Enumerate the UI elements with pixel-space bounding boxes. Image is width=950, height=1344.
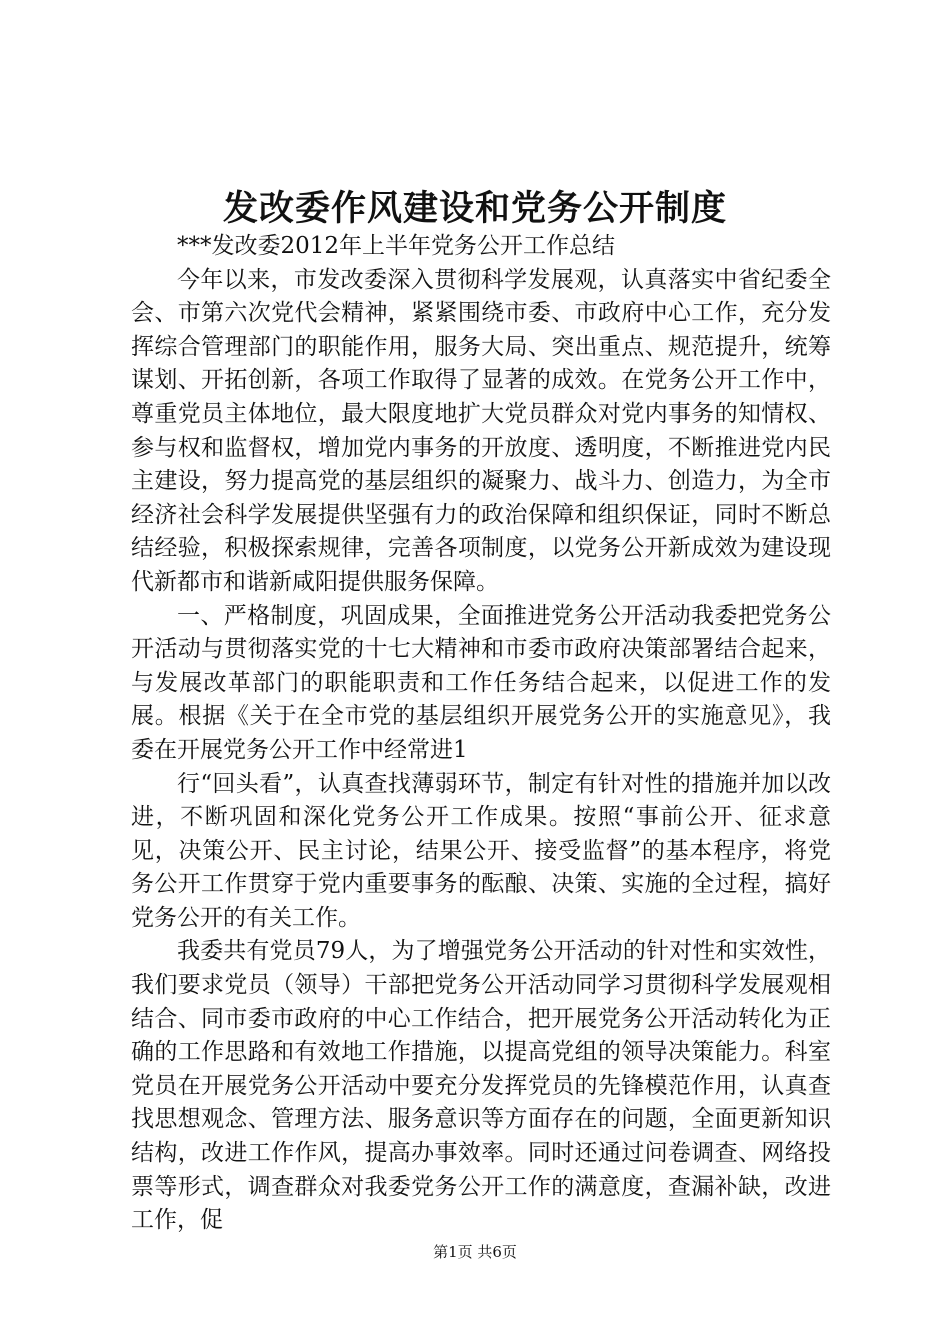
body-paragraph: 一、严格制度，巩固成果，全面推进党务公开活动我委把党务公开活动与贯彻落实党的十七大精神和市委市政府决策部署结合起来，与发展改革部门的职能职责和工作任务结合起来，以促进工作的发展。根据《关于在全市党的基层组织开展党务公开的实施意见》，我委在开展党务公开工作中经常进1 [131,602,831,763]
body-paragraph: 今年以来，市发改委深入贯彻科学发展观，认真落实中省纪委全会、市第六次党代会精神，紧紧围绕市委、市政府中心工作，充分发挥综合管理部门的职能作用，服务大局、突出重点、规范提升，统筹谋划、开拓创新，各项工作取得了显著的成效。在党务公开工作中，尊重党员主体地位，最大限度地扩大党员群众对党内事务的知情权、参与权和监督权，增加党内事务的开放度、透明度，不断推进党内民主建设，努力提高党的基层组织的凝聚力、战斗力、创造力，为全市经济社会科学发展提供坚强有力的政治保障和组织保证，同时不断总结经验，积极探索规律，完善各项制度，以党务公开新成效为建设现代新都市和谐新咸阳提供服务保障。 [131,266,831,595]
summary-subtitle: ***发改委2012年上半年党务公开工作总结 [177,233,616,259]
body-paragraph: 行“回头看”，认真查找薄弱环节，制定有针对性的措施并加以改进，不断巩固和深化党务公开工作成果。按照“事前公开、征求意见，决策公开、民主讨论，结果公开、接受监督”的基本程序，将党务公开工作贯穿于党内重要事务的酝酿、决策、实施的全过程，搞好党务公开的有关工作。 [131,770,831,931]
document-body [131,230,831,1238]
page-number-footer: 第1页 共6页 [433,1243,517,1261]
document-title: 发改委作风建设和党务公开制度 [222,188,727,229]
body-paragraph: 我委共有党员79人，为了增强党务公开活动的针对性和实效性，我们要求党员（领导）干部把党务公开活动同学习贯彻科学发展观相结合、同市委市政府的中心工作结合，把开展党务公开活动转化为正确的工作思路和有效地工作措施，以提高党组的领导决策能力。科室党员在开展党务公开活动中要充分发挥党员的先锋模范作用，认真查找思想观念、管理方法、服务意识等方面存在的问题，全面更新知识结构，改进工作作风，提高办事效率。同时还通过问卷调查、网络投票等形式，调查群众对我委党务公开工作的满意度，查漏补缺，改进工作，促 [131,938,831,1234]
